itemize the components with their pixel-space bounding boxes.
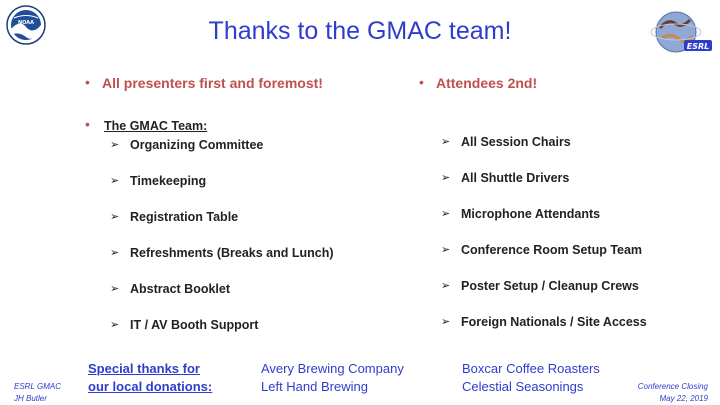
- attendee-item: [441, 279, 639, 293]
- attendee-item: [441, 135, 571, 149]
- bullet-dot-icon: •: [419, 74, 424, 90]
- team-item-text: Refreshments (Breaks and Lunch): [130, 246, 334, 260]
- attendee-item-text: All Shuttle Drivers: [461, 171, 570, 185]
- footer-right-line2: May 22, 2019: [659, 394, 708, 403]
- arrow-bullet-icon: ➢: [110, 319, 120, 331]
- donor-name: Left Hand Brewing: [261, 379, 368, 394]
- team-item: [110, 138, 264, 152]
- team-item: [110, 210, 239, 224]
- arrow-bullet-icon: ➢: [441, 208, 451, 220]
- team-heading-text: The GMAC Team:: [104, 119, 208, 133]
- team-item-text: Organizing Committee: [130, 138, 264, 152]
- arrow-bullet-icon: ➢: [441, 244, 451, 256]
- arrow-bullet-icon: ➢: [441, 172, 451, 184]
- attendee-item-text: All Session Chairs: [461, 135, 571, 149]
- bullet-dot-icon: •: [85, 116, 90, 132]
- team-item-text: Timekeeping: [130, 174, 207, 188]
- team-heading: [85, 116, 208, 133]
- team-item: [110, 174, 207, 188]
- arrow-bullet-icon: ➢: [441, 280, 451, 292]
- bullet-attendees-text: Attendees 2nd!: [436, 75, 538, 91]
- attendee-item-text: Poster Setup / Cleanup Crews: [461, 279, 639, 293]
- bullet-presenters-text: All presenters first and foremost!: [102, 75, 323, 91]
- donor-name: Avery Brewing Company: [261, 361, 404, 376]
- special-thanks-line1: Special thanks for: [88, 361, 200, 376]
- attendee-item-text: Microphone Attendants: [461, 207, 601, 221]
- team-item-text: Registration Table: [130, 210, 239, 224]
- donor-name: Celestial Seasonings: [462, 379, 584, 394]
- arrow-bullet-icon: ➢: [110, 211, 120, 223]
- attendee-item-text: Foreign Nationals / Site Access: [461, 315, 647, 329]
- special-thanks-line2: our local donations:: [88, 379, 213, 394]
- arrow-bullet-icon: ➢: [110, 283, 120, 295]
- bullet-dot-icon: •: [85, 74, 90, 90]
- attendee-item: [441, 171, 570, 185]
- team-item-text: Abstract Booklet: [130, 282, 231, 296]
- arrow-bullet-icon: ➢: [441, 316, 451, 328]
- attendee-item: [441, 315, 647, 329]
- bullet-attendees: [419, 74, 538, 91]
- esrl-logo-text: ESRL: [686, 42, 710, 51]
- footer-right-line1: Conference Closing: [637, 382, 708, 391]
- footer-left-line2: JH Butler: [14, 394, 47, 403]
- arrow-bullet-icon: ➢: [110, 247, 120, 259]
- team-item: [110, 282, 231, 296]
- slide-title: Thanks to the GMAC team!: [208, 17, 512, 45]
- team-item: [110, 246, 334, 260]
- arrow-bullet-icon: ➢: [441, 136, 451, 148]
- team-item-text: IT / AV Booth Support: [130, 318, 259, 332]
- attendee-item: [441, 243, 643, 257]
- arrow-bullet-icon: ➢: [110, 139, 120, 151]
- attendee-item: [441, 207, 601, 221]
- noaa-logo-text: NOAA: [17, 20, 35, 26]
- bullet-presenters: [85, 74, 323, 91]
- team-item: [110, 318, 259, 332]
- donor-name: Boxcar Coffee Roasters: [462, 361, 600, 376]
- attendee-item-text: Conference Room Setup Team: [461, 243, 643, 257]
- arrow-bullet-icon: ➢: [110, 175, 120, 187]
- footer-left-line1: ESRL GMAC: [14, 382, 61, 391]
